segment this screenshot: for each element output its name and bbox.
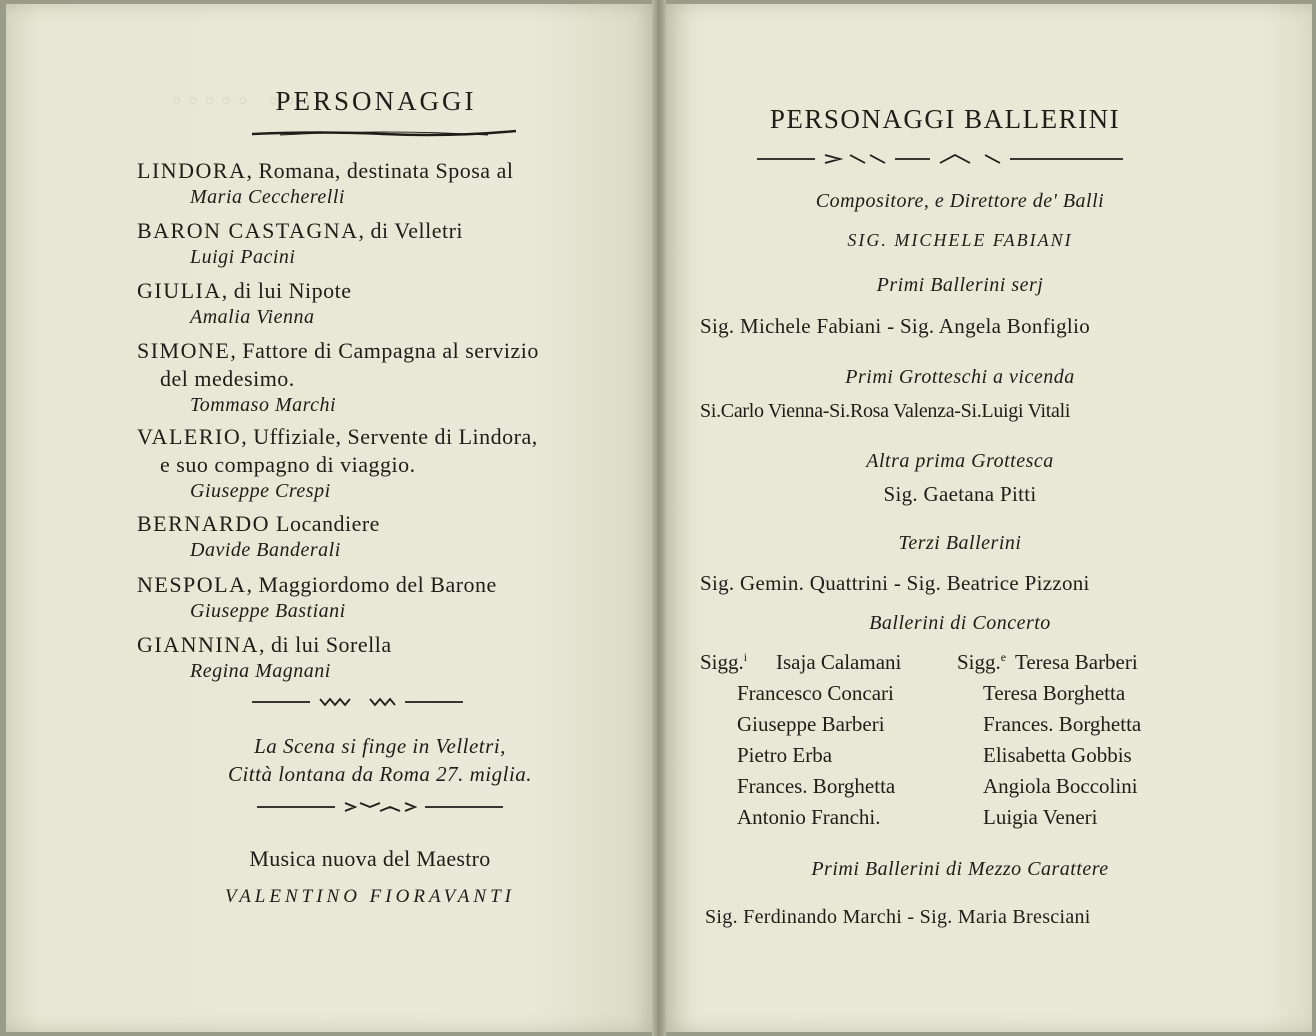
- divider-ornament-2: [255, 800, 505, 814]
- right-page-title: PERSONAGGI BALLERINI: [769, 104, 1121, 134]
- concerto-man: Frances. Borghetta: [737, 774, 896, 798]
- concerto-woman: Elisabetta Gobbis: [983, 743, 1132, 767]
- grotteschi-heading: Primi Grotteschi a vicenda: [845, 366, 1075, 388]
- character-description: Locandiere: [270, 511, 380, 536]
- terzi-names: Sig. Gemin. Quattrini - Sig. Beatrice Pizzoni: [700, 571, 1090, 595]
- choreographer-heading: Compositore, e Direttore de' Balli: [815, 190, 1105, 212]
- character-description: , Maggiordomo del Barone: [246, 572, 497, 597]
- bleed-through-mark: ◦◦◦◦ ◦◦◦◦◦: [165, 84, 329, 117]
- character-description-cont: e suo compagno di viaggio.: [160, 452, 416, 477]
- primi-serj-heading: Primi Ballerini serj: [876, 274, 1044, 296]
- mezzo-names: Sig. Ferdinando Marchi - Sig. Maria Bresciani: [705, 906, 1091, 928]
- character-role: VALERIO: [137, 424, 242, 449]
- character-role: GIANNINA: [137, 632, 259, 657]
- concerto-heading: Ballerini di Concerto: [869, 612, 1051, 634]
- book-gutter: [652, 0, 666, 1036]
- character-description: , di lui Nipote: [221, 278, 352, 303]
- grotteschi-names: Si.Carlo Vienna-Si.Rosa Valenza-Si.Luigi Vitali: [700, 400, 1071, 422]
- concerto-man: Francesco Concari: [737, 681, 894, 705]
- scene-line-1: La Scena si finge in Velletri,: [254, 734, 506, 758]
- title-rule-ornament-right: [755, 152, 1125, 166]
- music-line: Musica nuova del Maestro: [249, 846, 491, 871]
- character-role: SIMONE: [137, 338, 231, 363]
- character-line: [137, 278, 351, 304]
- character-actor: Giuseppe Crespi: [190, 480, 331, 502]
- women-prefix-text: Sigg.: [957, 650, 1001, 674]
- concerto-man: Pietro Erba: [737, 743, 833, 767]
- character-actor: Giuseppe Bastiani: [190, 600, 346, 622]
- altra-name: Sig. Gaetana Pitti: [883, 482, 1037, 506]
- character-actor: Maria Ceccherelli: [190, 186, 345, 208]
- character-description: , Fattore di Campagna al servizio: [230, 338, 539, 363]
- character-description: , di lui Sorella: [258, 632, 392, 657]
- scene-line-2: Città lontana da Roma 27. miglia.: [227, 762, 533, 786]
- character-role: LINDORA: [137, 158, 247, 183]
- character-line: [137, 632, 392, 658]
- character-actor: Tommaso Marchi: [190, 394, 337, 416]
- character-role: NESPOLA: [137, 572, 247, 597]
- concerto-man: Antonio Franchi.: [737, 805, 881, 829]
- women-prefix-sup: e: [1000, 650, 1007, 664]
- mezzo-heading: Primi Ballerini di Mezzo Carattere: [811, 858, 1109, 880]
- character-line: [137, 218, 463, 244]
- title-rule-ornament: [250, 128, 518, 140]
- concerto-woman: Angiola Boccolini: [983, 774, 1138, 798]
- concerto-woman: Frances. Borghetta: [983, 712, 1142, 736]
- character-line: [137, 338, 539, 364]
- concerto-woman: Luigia Veneri: [983, 805, 1098, 829]
- character-line: [137, 158, 513, 184]
- character-actor: Davide Banderali: [190, 539, 341, 561]
- character-role: GIULIA: [137, 278, 222, 303]
- concerto-man: Isaja Calamani: [776, 650, 902, 674]
- divider-ornament: [250, 695, 465, 709]
- concerto-men-prefix: [700, 650, 747, 675]
- concerto-women-prefix: [957, 650, 1006, 675]
- concerto-man: Giuseppe Barberi: [737, 712, 885, 736]
- character-description-cont: del medesimo.: [160, 366, 295, 391]
- concerto-woman: Teresa Borghetta: [983, 681, 1126, 705]
- concerto-woman: Teresa Barberi: [1015, 650, 1138, 674]
- character-line: [137, 572, 497, 598]
- character-actor: Amalia Vienna: [190, 306, 315, 328]
- men-prefix-sup: i: [743, 650, 748, 664]
- terzi-heading: Terzi Ballerini: [898, 532, 1022, 554]
- character-line: [137, 511, 380, 537]
- character-description: , di Velletri: [358, 218, 464, 243]
- character-actor: Regina Magnani: [190, 660, 331, 682]
- men-prefix-text: Sigg.: [700, 650, 744, 674]
- primi-serj-names: Sig. Michele Fabiani - Sig. Angela Bonfiglio: [700, 314, 1090, 338]
- character-actor: Luigi Pacini: [190, 246, 296, 268]
- composer-name: VALENTINO FIORAVANTI: [225, 886, 515, 907]
- choreographer-name: SIG. MICHELE FABIANI: [847, 230, 1073, 250]
- altra-heading: Altra prima Grottesca: [866, 450, 1054, 472]
- character-description: , Romana, destinata Sposa al: [246, 158, 514, 183]
- left-page-title: PERSONAGGI: [275, 86, 477, 116]
- character-description: , Uffiziale, Servente di Lindora,: [241, 424, 538, 449]
- character-role: BERNARDO: [137, 511, 271, 536]
- character-role: BARON CASTAGNA: [137, 218, 359, 243]
- character-line: [137, 424, 538, 450]
